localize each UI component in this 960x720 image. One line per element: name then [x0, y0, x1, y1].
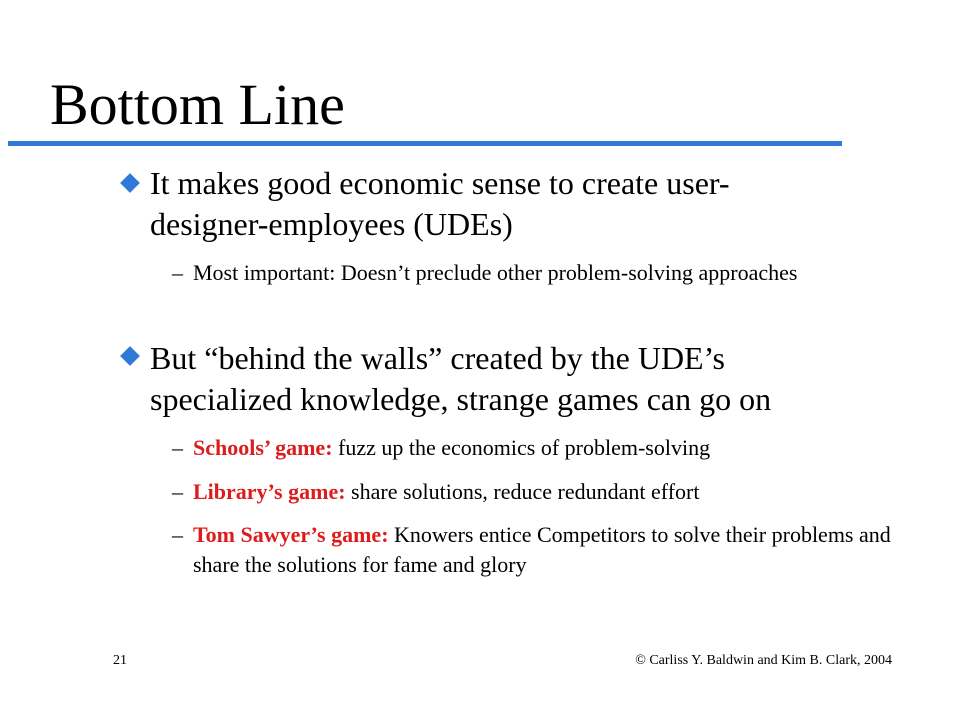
- sub-bullet-text: Knowers entice Competitors to solve their problems and share the solutions for fame and glory: [193, 522, 891, 577]
- game-label: Schools’ game:: [193, 435, 333, 460]
- sub-bullet-1-1: [193, 258, 873, 288]
- sub-dash: –: [172, 260, 183, 285]
- sub-dash: –: [172, 479, 183, 504]
- diamond-bullet-icon: [120, 346, 140, 366]
- title-underline: [8, 141, 842, 146]
- bullet-1-text: It makes good economic sense to create user-designer-employees (UDEs): [150, 165, 730, 242]
- sub-bullet-text: Most important: Doesn’t preclude other problem-solving approaches: [193, 260, 798, 285]
- sub-bullet-2-2: [193, 477, 913, 507]
- diamond-bullet-icon: [120, 173, 140, 193]
- slide-title: Bottom Line: [50, 72, 345, 137]
- sub-dash: –: [172, 435, 183, 460]
- sub-bullet-2-3: [193, 520, 913, 580]
- game-label: Library’s game:: [193, 479, 346, 504]
- sub-bullet-text: fuzz up the economics of problem-solving: [332, 435, 711, 460]
- bullet-2-text: But “behind the walls” created by the UDE’s specialized knowledge, strange games can go on: [150, 340, 772, 417]
- sub-dash: –: [172, 522, 183, 547]
- sub-bullet-2-1: [193, 433, 913, 463]
- copyright-notice: © Carliss Y. Baldwin and Kim B. Clark, 2004: [635, 653, 892, 668]
- sub-bullet-text: share solutions, reduce redundant effort: [345, 479, 700, 504]
- game-label: Tom Sawyer’s game:: [193, 522, 389, 547]
- page-number: 21: [113, 653, 127, 668]
